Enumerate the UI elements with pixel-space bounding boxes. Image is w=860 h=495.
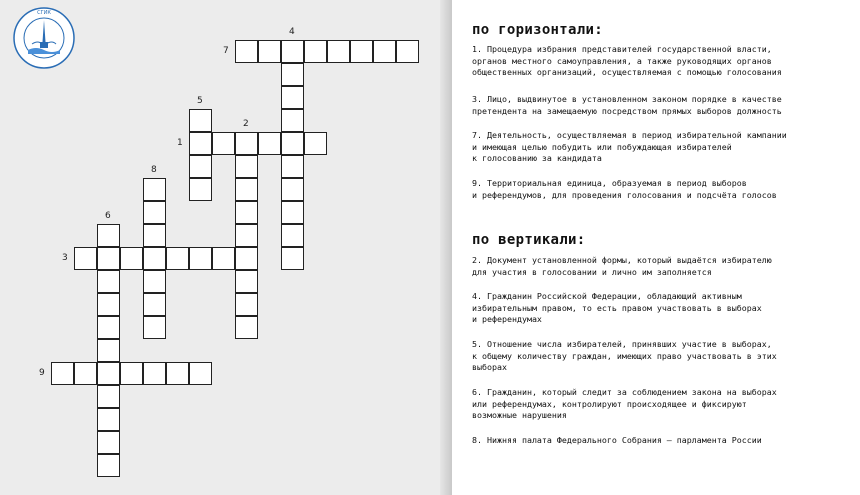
crossword-cell[interactable] [235,316,258,339]
clue-number-3: 3 [62,253,68,263]
horizontal-clue [472,44,852,79]
clue-line: и имеющая целью побудить или побуждающая избирателей [472,141,732,152]
crossword-cell[interactable] [281,109,304,132]
clue-line: для участия в голосовании и лично им заполняется [472,266,712,277]
crossword-cell[interactable] [258,40,281,63]
crossword-cell[interactable] [97,362,120,385]
crossword-cell[interactable] [143,247,166,270]
crossword-cell[interactable] [97,431,120,454]
crossword-cell[interactable] [281,247,304,270]
crossword-cell[interactable] [51,362,74,385]
crossword-cell[interactable] [281,178,304,201]
crossword-cell[interactable] [97,293,120,316]
vertical-clue [472,435,852,447]
clue-line: 9. Территориальная единица, образуемая в период выборов [472,178,747,188]
clue-line: 2. Документ установленной формы, который выдаётся избирателю [472,255,772,265]
crossword-cell[interactable] [143,293,166,316]
crossword-cell[interactable] [281,132,304,155]
crossword-cell[interactable] [281,63,304,86]
crossword-cell[interactable] [281,201,304,224]
clue-line: к голосованию за кандидата [472,153,602,164]
clue-line: и референдумах [472,314,542,325]
panel-divider [440,0,452,495]
clues-panel [452,0,860,495]
clue-number-2: 2 [243,119,249,129]
crossword-cell[interactable] [97,339,120,362]
crossword-cell[interactable] [235,247,258,270]
crossword-cell[interactable] [120,362,143,385]
crossword-cell[interactable] [304,132,327,155]
clue-line: или референдумах, контролируют происходящее и фиксируют [472,398,747,409]
clue-line: 6. Гражданин, который следит за соблюдением закона на выборах [472,387,777,397]
crossword-cell[interactable] [189,109,212,132]
crossword-cell[interactable] [281,224,304,247]
clue-line: выборах [472,362,507,373]
clue-line: 8. Нижняя палата Федерального Собрания — парламента России [472,435,762,445]
crossword-cell[interactable] [97,270,120,293]
crossword-cell[interactable] [143,316,166,339]
clue-line: 5. Отношение числа избирателей, принявших участие в выборах, [472,339,772,349]
crossword-cell[interactable] [396,40,419,63]
svg-text:СГИК: СГИК [37,10,51,16]
clue-line: к общему количеству граждан, имеющих право участвовать в этих [472,350,777,361]
clue-line: общественных организаций, осуществляемая с помощью голосования [472,67,782,78]
clue-number-5: 5 [197,96,203,106]
crossword-cell[interactable] [74,247,97,270]
clue-line: 7. Деятельность, осуществляемая в период избирательной кампании [472,130,787,140]
crossword-cell[interactable] [97,408,120,431]
crossword-cell[interactable] [97,316,120,339]
crossword-cell[interactable] [258,132,281,155]
clue-number-4: 4 [289,27,295,37]
crossword-cell[interactable] [304,40,327,63]
crossword-cell[interactable] [189,362,212,385]
horizontal-clue [472,178,852,201]
crossword-cell[interactable] [235,132,258,155]
clue-line: 1. Процедура избрания представителей государственной власти, [472,44,772,54]
crossword-cell[interactable] [235,224,258,247]
clue-number-8: 8 [151,165,157,175]
crossword-cell[interactable] [189,247,212,270]
crossword-cell[interactable] [235,155,258,178]
crossword-cell[interactable] [97,224,120,247]
crossword-cell[interactable] [143,178,166,201]
clue-number-7: 7 [223,46,229,56]
crossword-cell[interactable] [120,247,143,270]
crossword-cell[interactable] [327,40,350,63]
crossword-cell[interactable] [97,247,120,270]
crossword-cell[interactable] [235,201,258,224]
crossword-cell[interactable] [143,270,166,293]
crossword-cell[interactable] [143,201,166,224]
crossword-cell[interactable] [281,155,304,178]
horizontal-clue [472,130,852,165]
crossword-cell[interactable] [189,132,212,155]
crossword-cell[interactable] [166,362,189,385]
vertical-clue [472,291,852,326]
vertical-clue [472,387,852,422]
crossword-cell[interactable] [189,178,212,201]
crossword-cell[interactable] [212,247,235,270]
horizontal-clue [472,94,852,117]
crossword-cell[interactable] [143,362,166,385]
clue-line: избирательным правом, то есть правом участвовать в выборах [472,302,762,313]
crossword-cell[interactable] [235,40,258,63]
clue-line: 4. Гражданин Российской Федерации, обладающий активным [472,291,742,301]
vertical-heading: по вертикали: [472,232,586,248]
crossword-cell[interactable] [235,178,258,201]
clue-number-1: 1 [177,138,183,148]
vertical-clue [472,339,852,374]
clue-line: и референдумов, для проведения голосования и подсчёта голосов [472,189,777,200]
clue-line: 3. Лицо, выдвинутое в установленном законом порядке в качестве [472,94,782,104]
clue-line: возможные нарушения [472,410,567,421]
crossword-cell[interactable] [166,247,189,270]
crossword-cell[interactable] [189,155,212,178]
crossword-cell[interactable] [97,385,120,408]
election-commission-logo [12,6,76,70]
crossword-cell[interactable] [281,86,304,109]
crossword-cell[interactable] [97,454,120,477]
vertical-clue [472,255,852,278]
crossword-cell[interactable] [281,40,304,63]
crossword-cell[interactable] [212,132,235,155]
clue-line: органов местного самоуправления, а также руководящих органов [472,55,772,66]
crossword-cell[interactable] [373,40,396,63]
horizontal-heading: по горизонтали: [472,22,603,38]
crossword-cell[interactable] [74,362,97,385]
crossword-cell[interactable] [350,40,373,63]
clue-number-9: 9 [39,368,45,378]
clue-line: претендента на замещаемую посредством прямых выборов должность [472,105,782,116]
crossword-cell[interactable] [143,224,166,247]
clue-number-6: 6 [105,211,111,221]
crossword-cell[interactable] [235,293,258,316]
crossword-cell[interactable] [235,270,258,293]
